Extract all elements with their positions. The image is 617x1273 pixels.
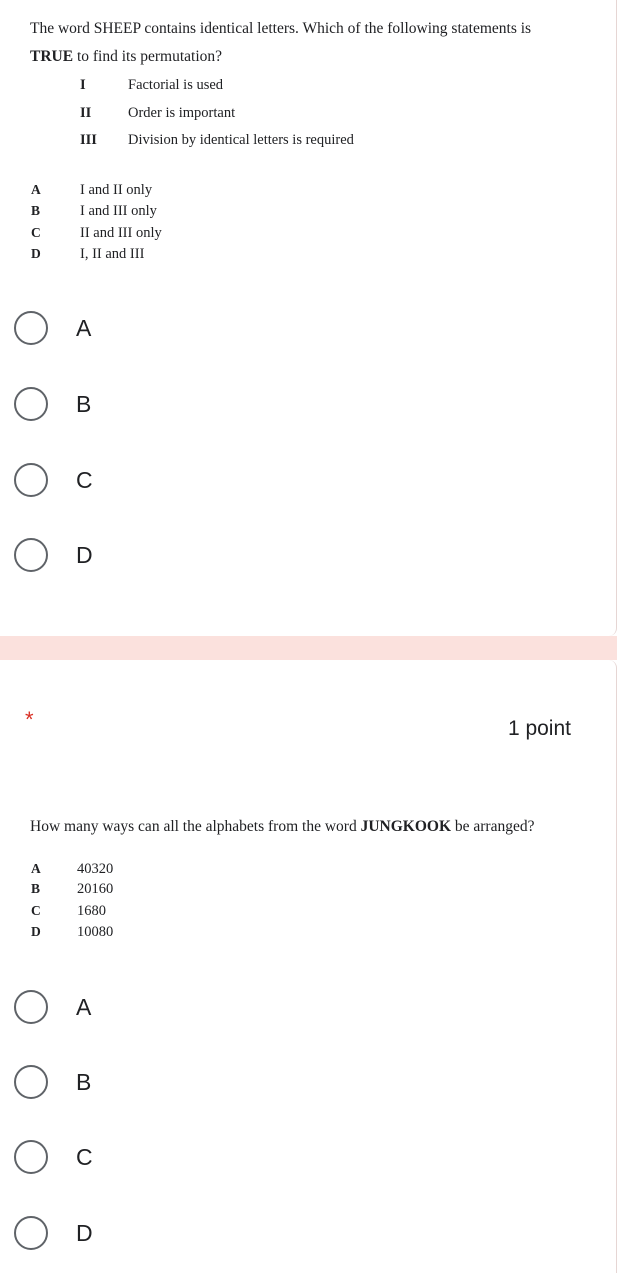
radio-label: A: [76, 314, 92, 341]
section-divider-band: [0, 636, 617, 660]
option-letter: A: [31, 182, 41, 197]
question-2-text-prefix: How many ways can all the alphabets from the word: [30, 818, 361, 835]
radio-label: A: [76, 993, 92, 1020]
statement-number: II: [80, 105, 92, 121]
radio-circle-icon[interactable]: [14, 990, 48, 1024]
radio-option-c[interactable]: [14, 460, 93, 500]
question-1-text-line-1: The word SHEEP contains identical letters. Which of the following statements is: [30, 20, 532, 37]
option-text: I and III only: [80, 203, 157, 219]
option-text: I and II only: [80, 182, 153, 198]
radio-option-a[interactable]: [14, 987, 91, 1027]
radio-option-c[interactable]: [14, 1137, 93, 1177]
radio-label: C: [76, 466, 93, 493]
radio-circle-icon[interactable]: [14, 1140, 48, 1174]
option-text: 20160: [77, 881, 114, 897]
radio-option-d[interactable]: [14, 1213, 93, 1253]
option-letter: B: [31, 203, 41, 218]
option-letter: D: [31, 246, 41, 261]
radio-option-a[interactable]: [14, 308, 91, 348]
option-letter: B: [31, 881, 41, 896]
question-2-text: [30, 818, 534, 836]
radio-label: D: [76, 1219, 93, 1246]
option-text: 10080: [77, 924, 114, 940]
radio-circle-icon[interactable]: [14, 1065, 48, 1099]
radio-circle-icon[interactable]: [14, 311, 48, 345]
question-card-2: [0, 660, 617, 1273]
required-asterisk: *: [25, 707, 34, 732]
radio-label: B: [76, 1068, 92, 1095]
radio-label: D: [76, 541, 93, 568]
option-letter: D: [31, 924, 41, 939]
radio-option-d[interactable]: [14, 535, 93, 575]
radio-option-b[interactable]: [14, 384, 91, 424]
radio-circle-icon[interactable]: [14, 387, 48, 421]
question-card-1: [0, 0, 617, 636]
question-2-text-suffix: be arranged?: [451, 818, 535, 835]
statement-text: Division by identical letters is required: [128, 132, 354, 148]
points-label: 1 point: [507, 717, 571, 740]
question-1-text-rest: to find its permutation?: [73, 48, 223, 65]
radio-label: C: [76, 1143, 93, 1170]
radio-circle-icon[interactable]: [14, 463, 48, 497]
question-2-bold-word: JUNGKOOK: [360, 818, 451, 835]
question-1-text-line-2: [30, 48, 222, 66]
option-text: I, II and III: [80, 246, 145, 262]
option-text: 1680: [77, 903, 106, 919]
option-text: II and III only: [80, 225, 162, 241]
statement-text: Factorial is used: [128, 77, 224, 93]
statement-number: I: [80, 77, 86, 93]
question-1-bold-word: TRUE: [30, 48, 74, 65]
option-letter: C: [31, 225, 41, 240]
radio-circle-icon[interactable]: [14, 1216, 48, 1250]
statement-number: III: [80, 132, 97, 148]
radio-label: B: [76, 390, 92, 417]
option-text: 40320: [77, 861, 114, 877]
option-letter: C: [31, 903, 41, 918]
radio-circle-icon[interactable]: [14, 538, 48, 572]
statement-text: Order is important: [128, 105, 236, 121]
option-letter: A: [31, 861, 41, 876]
radio-option-b[interactable]: [14, 1062, 91, 1102]
